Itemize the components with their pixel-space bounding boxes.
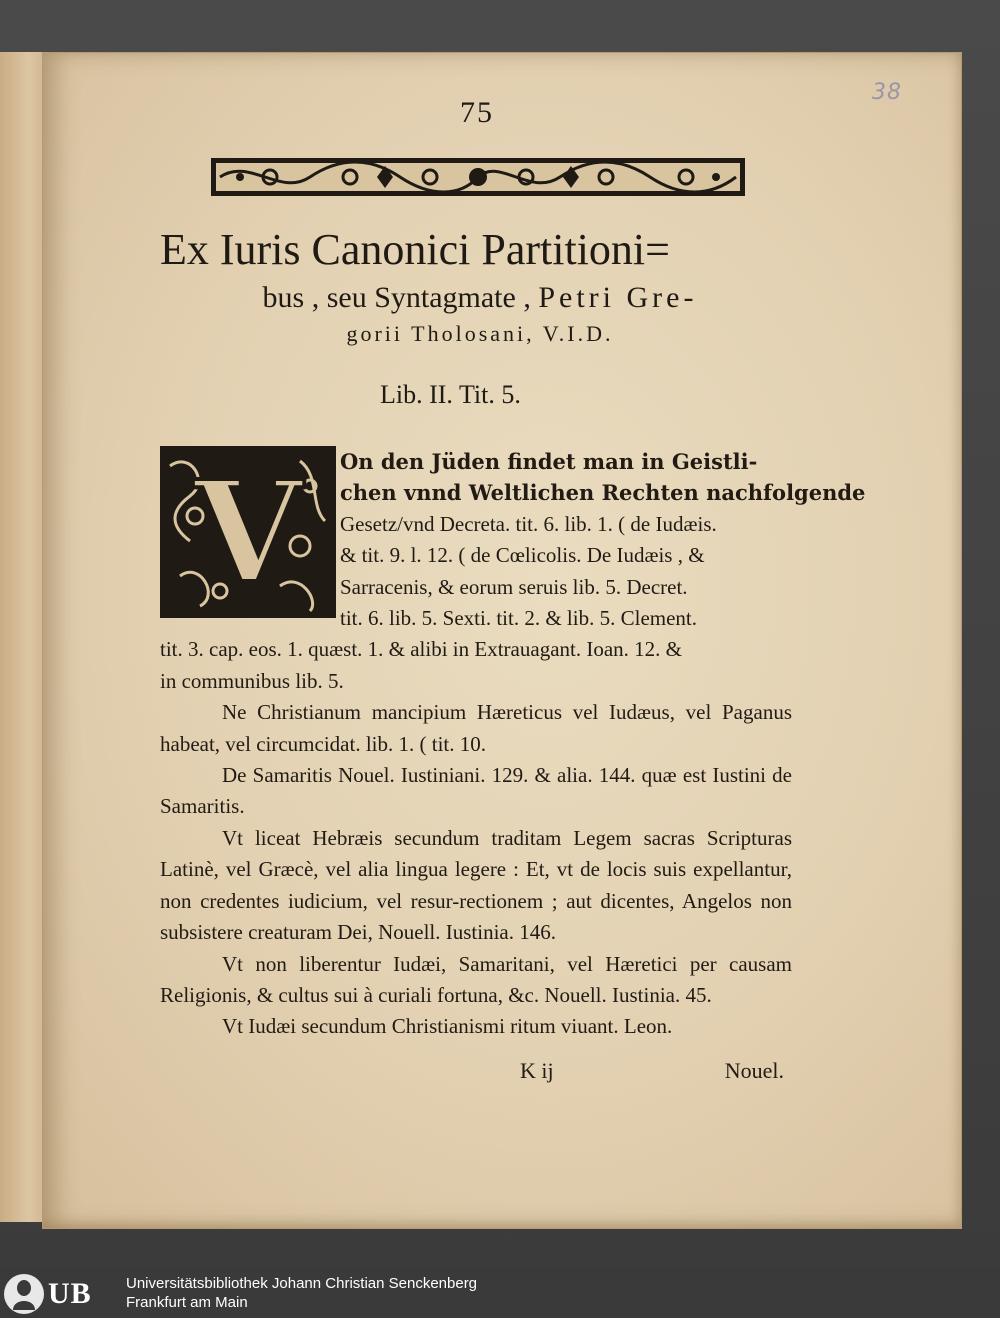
text-line: tit. 3. cap. eos. 1. quæst. 1. & alibi in Extrauagant. Ioan. 12. & (160, 637, 682, 662)
text-line: chen vnnd Weltlichen Rechten nachfolgende (340, 480, 866, 506)
initial-letter: V (193, 451, 303, 615)
title-line-2-b: Petri Gre- (538, 281, 698, 314)
catchline (160, 1058, 792, 1092)
signature-mark: K ij (520, 1058, 554, 1083)
paragraph-2: Ne Christianum mancipium Hæreticus vel Iudæus, vel Paganus habeat, vel circumcidat. lib. 1. ( tit. 10. (160, 700, 792, 756)
title-block (160, 224, 800, 350)
text-line: Gesetz/vnd Decreta. tit. 6. lib. 1. ( de Iudæis. (340, 511, 717, 536)
text-line: & tit. 9. l. 12. ( de Cœlicolis. De Iudæis , & (340, 543, 705, 568)
paragraph-1 (160, 446, 866, 697)
portrait-icon (4, 1274, 44, 1314)
catchword: Nouel. (724, 1058, 784, 1083)
text-line: tit. 6. lib. 5. Sexti. tit. 2. & lib. 5. Clement. (340, 606, 697, 631)
ub-logo-text: UB (48, 1277, 92, 1310)
paragraph-5: Vt non liberentur Iudæi, Samaritani, vel Hæretici per causam Religionis, & cultus sui à curiali fortuna, &c. Nouell. Iustinia. 45. (160, 951, 792, 1007)
library-name-line-1: Universitätsbibliothek Johann Christian Senckenberg (126, 1275, 478, 1292)
title-line-2-a: bus , seu Syntagmate , (262, 281, 539, 314)
library-footer (0, 1268, 1000, 1318)
text-line: Sarracenis, & eorum seruis lib. 5. Decret. (340, 574, 688, 599)
library-name-line-2: Frankfurt am Main (126, 1294, 248, 1311)
library-name (126, 1274, 477, 1312)
page-number: 75 (460, 96, 494, 129)
ornament-headpiece (210, 152, 746, 202)
section-reference: Lib. II. Tit. 5. (380, 380, 521, 409)
text-line: On den Jüden findet man in Geistli- (340, 449, 758, 474)
title-line-1: Ex Iuris Canonici Partitioni= (160, 225, 670, 274)
paragraph-3: De Samaritis Nouel. Iustiniani. 129. & alia. 144. quæ est Iustini de Samaritis. (160, 763, 792, 819)
paragraph-4: Vt liceat Hebræis secundum traditam Legem sacras Scripturas Latinè, vel Græcè, vel alia lingua legere : Et, vt de locis suis expellantur, non credentes iudicium, vel resur-rectionem ; aut dicentes, Angelos non subsistere creaturam Dei, Nouell. Iustinia. 146. (160, 825, 792, 945)
paragraph-6: Vt Iudæi secundum Christianismi ritum viuant. Leon. (222, 1014, 673, 1039)
ub-logo[interactable] (4, 1274, 118, 1314)
portrait-silhouette-icon (11, 1278, 37, 1310)
title-line-2 (160, 278, 800, 318)
title-line-3: gorii Tholosani, V.I.D. (346, 321, 614, 346)
pencil-folio-mark: 38 (872, 80, 902, 105)
text-line: in communibus lib. 5. (160, 668, 344, 693)
body-text (160, 446, 866, 1043)
